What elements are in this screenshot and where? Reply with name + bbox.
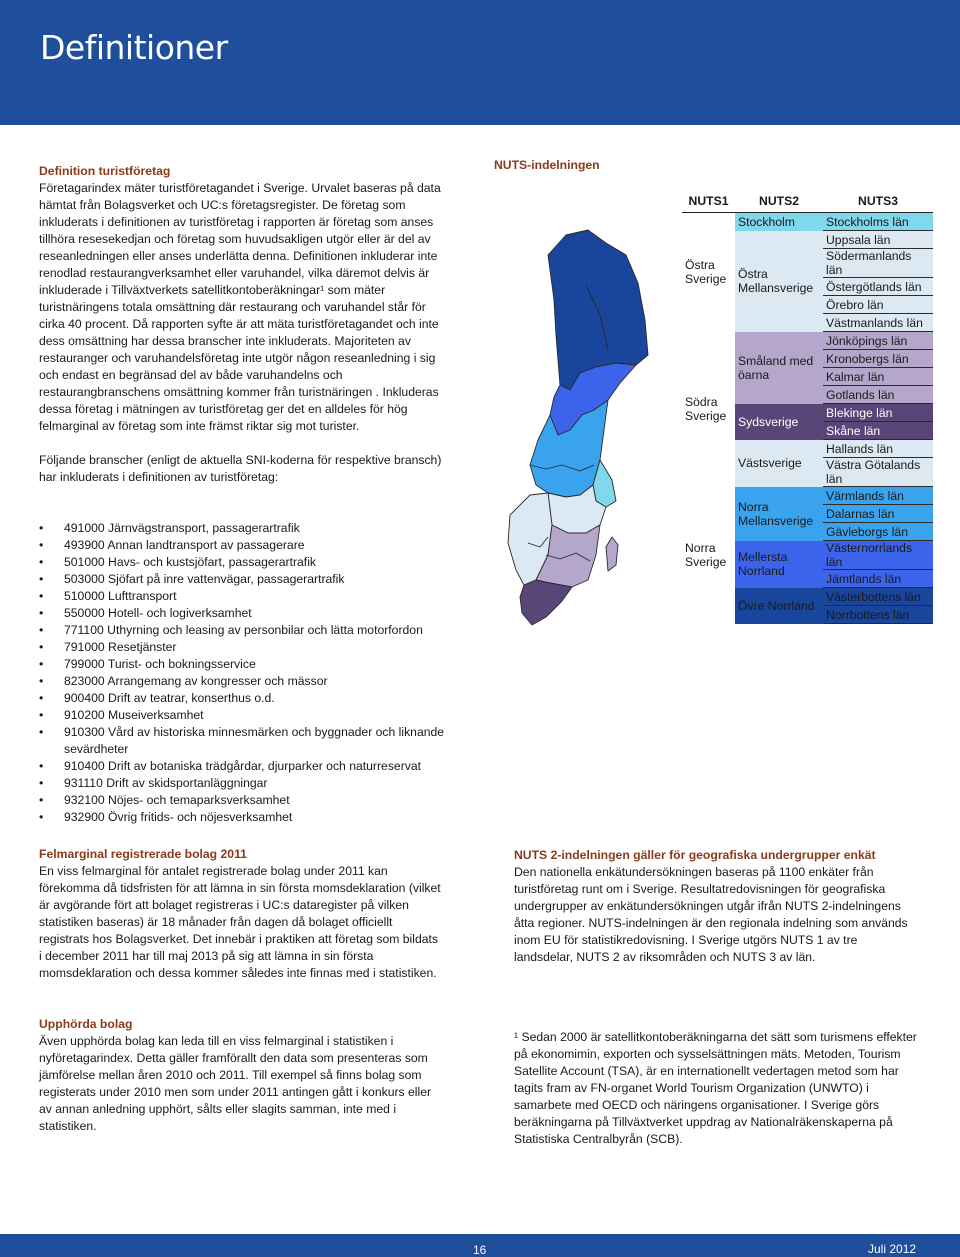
sni-list-item: • 932100 Nöjes- och temaparksverksamhet xyxy=(39,792,459,809)
nuts1-ostra-sverige: Östra Sverige xyxy=(682,213,735,332)
nuts3-norrbottens-lan: Norrbottens län xyxy=(823,606,933,624)
upphorda-heading: Upphörda bolag xyxy=(39,1017,133,1031)
footer-date: Juli 2012 xyxy=(868,1242,917,1256)
nuts2-stockholm: Stockholm xyxy=(735,213,823,231)
sni-list-section xyxy=(39,520,459,826)
sni-list-item: • 503000 Sjöfart på inre vattenvägar, passagerartrafik xyxy=(39,571,459,588)
sweden-nuts-map xyxy=(488,225,678,655)
sni-list-item: • 771100 Uthyrning och leasing av personbilar och lätta motorfordon xyxy=(39,622,459,639)
nuts3-varmlands-lan: Värmlands län xyxy=(823,487,933,505)
definition-paragraph-1: Företagarindex mäter turistföretagandet i Sverige. Urvalet baseras på data hämtat från Bolagsverket och UC:s företagsregister. De företag som inkluderats i definitionen av turistföretag i rapporten är företag som anses tillhöra resesekedjan och företag som huvudsakligen utgör eller är del av reseanledningen eller anses underlätta denna. Definitionen inkluderar inte renodlad restaurangverksamhet eller varuhandel, vilka däremot delvis är inkluderade i Tillväxtverkets satellitkontoberäkningar¹ som mäter turistnäringens totala omsättning där restaurang och varuhandel står för cirka 40 procent. Då rapporten syfte är att mäta turistföretagandet och inte dess omsättning har dessa branscher inte inkluderats. Majoriteten av restauranger och varuhandelsföretag inte utgör någon reseanledning i sig och endast en begränsad del av både varuhandelns och restaurangbranschens omsättning kommer från turistnäringen . Inkluderas dessa företag i mätningen av turistföretag ger det en alldeles för hög felmarginal av företag som inte främst riktar sig mot turister. xyxy=(39,181,441,433)
nuts3-vasterbottens-lan: Västerbottens län xyxy=(823,588,933,606)
sni-list-item: • 931110 Drift av skidsportanläggningar xyxy=(39,775,459,792)
sni-list-item: • 932900 Övrig fritids- och nöjesverksamhet xyxy=(39,809,459,826)
nuts3-jonkopings-lan: Jönköpings län xyxy=(823,332,933,350)
nuts3-vastra-gotalands-lan: Västra Götalands län xyxy=(823,458,933,487)
nuts1-sodra-sverige: Södra Sverige xyxy=(682,332,735,487)
definition-heading: Definition turistföretag xyxy=(39,164,171,178)
nuts3-hallands-lan: Hallands län xyxy=(823,440,933,458)
nuts2-mellersta-norrland: Mellersta Norrland xyxy=(735,541,823,588)
nuts-map-title: NUTS-indelningen xyxy=(494,158,600,172)
region-sydsverige xyxy=(520,580,572,625)
nuts3-header: NUTS3 xyxy=(823,194,933,213)
sni-list-item: • 900400 Drift av teatrar, konserthus o.d. xyxy=(39,690,459,707)
nuts3-stockholms-lan: Stockholms län xyxy=(823,213,933,231)
sni-list-item: • 493900 Annan landtransport av passagerare xyxy=(39,537,459,554)
upphorda-section xyxy=(39,1016,444,1135)
sni-list-item: • 910400 Drift av botaniska trädgårdar, djurparker och naturreservat xyxy=(39,758,459,775)
footer-bar xyxy=(0,1234,960,1257)
sni-list-item: • 910200 Museiverksamhet xyxy=(39,707,459,724)
title-banner xyxy=(0,0,960,125)
nuts1-norra-sverige: Norra Sverige xyxy=(682,487,735,624)
nuts2-smaland: Småland med öarna xyxy=(735,332,823,404)
nuts3-gavleborgs-lan: Gävleborgs län xyxy=(823,523,933,541)
nuts-table xyxy=(682,194,933,624)
nuts3-ostergotlands-lan: Östergötlands län xyxy=(823,278,933,296)
sni-list-item: • 510000 Lufttransport xyxy=(39,588,459,605)
nuts3-orebro-lan: Örebro län xyxy=(823,296,933,314)
nuts2-norra-mellansverige: Norra Mellansverige xyxy=(735,487,823,541)
nuts3-blekinge-lan: Blekinge län xyxy=(823,404,933,422)
definition-section xyxy=(39,163,454,486)
felmarginal-heading: Felmarginal registrerade bolag 2011 xyxy=(39,847,247,861)
nuts2-ostra-mellansverige: Östra Mellansverige xyxy=(735,231,823,332)
definition-paragraph-2: Följande branscher (enligt de aktuella SNI-koderna för respektive bransch) har inkluderats i definitionen av turistföretag: xyxy=(39,453,442,484)
sni-list xyxy=(39,520,459,826)
nuts3-kalmar-lan: Kalmar län xyxy=(823,368,933,386)
nuts2-info-section xyxy=(514,847,919,966)
nuts2-info-text: Den nationella enkätundersökningen baseras på 1100 enkäter från turistföretag runt om i Sverige. Resultatredovisningen för geografiska undergrupper av enkätundersökningen utgår ifrån NUTS 2-indelningens åtta regioner. NUTS-indelningen är den regionala indelning som används inom EU för statistikredovisning. I Sverige utgörs NUTS 1 av tre landsdelar, NUTS 2 av riksområden och NUTS 3 av län. xyxy=(514,865,908,964)
sni-list-item: • 799000 Turist- och bokningsservice xyxy=(39,656,459,673)
nuts3-jamtlands-lan: Jämtlands län xyxy=(823,570,933,588)
footnote-text: ¹ Sedan 2000 är satellitkontoberäkningarna det sätt som turismens effekter på ekonomimin, exporten och sysselsättningen mäts. Metoden, Tourism Satellite Account (TSA), är en internationellt vedertagen metod som har tagits fram av FN-organet World Tourism Organization (UNWTO) i samarbete med OECD och näringens organisationer. I Sverige görs beräkningarna på Tillväxtverket uppdrag av Nationalräkenskaperna på Statistiska Centralbyrån (SCB). xyxy=(514,1030,917,1146)
nuts3-vastmanlands-lan: Västmanlands län xyxy=(823,314,933,332)
nuts3-dalarnas-lan: Dalarnas län xyxy=(823,505,933,523)
page-title: Definitioner xyxy=(40,28,228,67)
sni-list-item: • 550000 Hotell- och logiverksamhet xyxy=(39,605,459,622)
upphorda-text: Även upphörda bolag kan leda till en viss felmarginal i statistiken i nyföretagarindex. Detta gäller framförallt den data som presenteras som jämförelse mellan åren 2010 och 2011. Till exempel så finns bolag som registerats under 2010 men som under 2011 antingen gått i konkurs eller av annan anledning upphört, sålts eller slagits samman, inte med i statistiken. xyxy=(39,1034,432,1133)
nuts2-header: NUTS2 xyxy=(735,194,823,213)
nuts3-sodermanlands-lan: Södermanlands län xyxy=(823,249,933,278)
nuts3-kronobergs-lan: Kronobergs län xyxy=(823,350,933,368)
nuts1-header: NUTS1 xyxy=(682,194,735,213)
footnote-section xyxy=(514,1029,919,1148)
sni-list-item: • 791000 Resetjänster xyxy=(39,639,459,656)
sni-list-item: • 491000 Järnvägstransport, passagerartrafik xyxy=(39,520,459,537)
felmarginal-text: En viss felmarginal för antalet registrerade bolag under 2011 kan förekomma då tidsfristen för att lämna in sin första momsdeklaration (vilket är avgörande fört att bolaget registreras i UC:s dataregister på vilken statistiken baseras) är 18 månader från dagen då bolaget officiellt registrats hos Bolagsverket. Det innebär i praktiken att företag som bildats i december 2011 har till maj 2013 på sig att lämna in sin första momsdeklaration och dessa kommer således inte finnas med i statistiken. xyxy=(39,864,441,980)
sni-list-item: • 910300 Vård av historiska minnesmärken och byggnader och liknande sevärdheter xyxy=(39,724,459,758)
nuts3-uppsala-lan: Uppsala län xyxy=(823,231,933,249)
page-number: 16 xyxy=(473,1243,487,1257)
sni-list-item: • 823000 Arrangemang av kongresser och mässor xyxy=(39,673,459,690)
sni-list-item: • 501000 Havs- och kustsjöfart, passagerartrafik xyxy=(39,554,459,571)
nuts2-vastsverige: Västsverige xyxy=(735,440,823,487)
nuts2-sydsverige: Sydsverige xyxy=(735,404,823,440)
region-gotland xyxy=(606,537,618,571)
nuts3-gotlands-lan: Gotlands län xyxy=(823,386,933,404)
nuts2-ovre-norrland: Övre Norrland xyxy=(735,588,823,624)
nuts3-skane-lan: Skåne län xyxy=(823,422,933,440)
felmarginal-section xyxy=(39,846,444,982)
nuts3-vasternorrlands-lan: Västernorrlands län xyxy=(823,541,933,570)
nuts2-info-heading: NUTS 2-indelningen gäller för geografiska undergrupper enkät xyxy=(514,848,876,862)
